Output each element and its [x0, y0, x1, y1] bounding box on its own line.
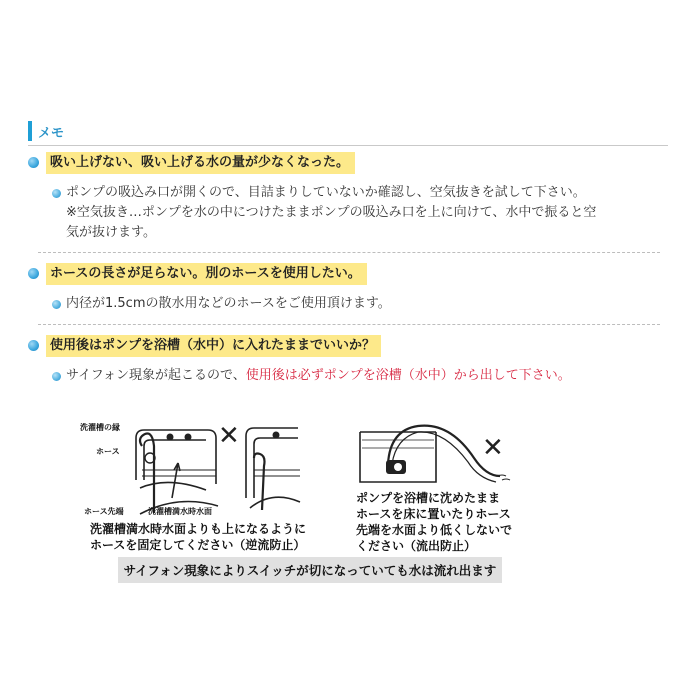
bullet-icon [28, 268, 39, 279]
label-hose-tip: ホース先端 [84, 507, 124, 516]
siphon-warning-banner [118, 557, 502, 583]
bullet-icon [28, 157, 39, 168]
memo-title: メモ [38, 126, 65, 141]
label-hose: ホース [96, 447, 120, 456]
answer-line [66, 366, 571, 386]
x-mark-icon: ✕ [218, 421, 240, 451]
caption-right: ポンプを浴槽に沈めたまま ホースを床に置いたりホース 先端を水面より低くしないで ください（流出防止） [356, 491, 513, 553]
bullet-icon [52, 189, 61, 198]
question-text: 使用後はポンプを浴槽（水中）に入れたままでいいか？ [46, 335, 381, 357]
separator [38, 252, 660, 253]
x-mark-icon: ✕ [482, 433, 504, 463]
question-text: ホースの長さが足らない。別のホースを使用したい。 [46, 263, 367, 285]
caption-left: 洗濯槽満水時水面よりも上になるように ホースを固定してください（逆流防止） [90, 522, 307, 552]
answer-line: ※空気抜き…ポンプを水の中につけたままポンプの吸込み口を上に向けて、水中で振ると空 [66, 205, 597, 220]
answer-line: ポンプの吸込み口が開くので、目詰まりしていないか確認し、空気抜きを試して下さい。 [66, 185, 586, 200]
memo-accent-bar [28, 121, 32, 141]
label-tub-edge: 洗濯槽の縁 [80, 423, 120, 432]
answer-line: 気が抜けます。 [66, 225, 156, 240]
answer-warning: 使用後は必ずポンプを浴槽（水中）から出して下さい。 [245, 368, 571, 383]
bullet-icon [28, 340, 39, 351]
bullet-icon [52, 300, 61, 309]
bullet-icon [52, 372, 61, 381]
answer-plain: サイフォン現象が起こるので、 [66, 368, 246, 383]
memo-header [28, 118, 668, 146]
banner-text: サイフォン現象によりスイッチが切になっていても水は流れ出ます [123, 563, 497, 578]
question-text: 吸い上げない、吸い上げる水の量が少なくなった。 [46, 152, 355, 174]
label-full-water: 洗濯槽満水時水面 [148, 507, 212, 516]
memo-divider [28, 145, 668, 146]
answer-line: 内径が1.5cmの散水用などのホースをご使用頂けます。 [66, 296, 391, 311]
separator [38, 324, 660, 325]
